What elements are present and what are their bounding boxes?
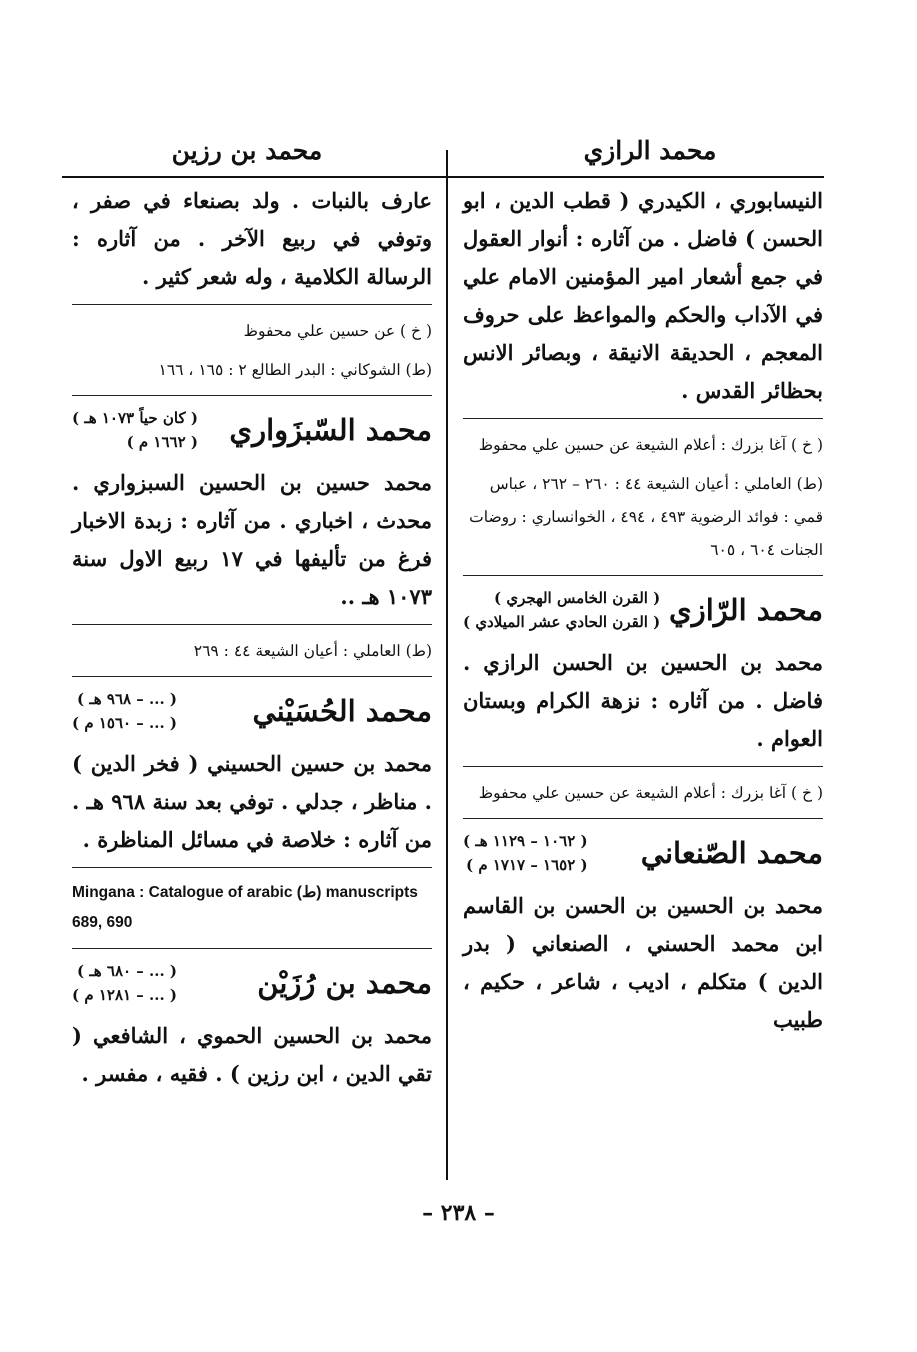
entry-date-gregorian: ( ١٦٥٢ – ١٧١٧ م ) — [466, 856, 588, 874]
reference-separator — [72, 304, 432, 305]
entry-separator — [463, 575, 823, 576]
entry-heading — [72, 959, 432, 1007]
entry-text: محمد حسين بن الحسين السبزواري . محدث ، اخباري . من آثاره : زبدة الاخبار فرغ من تأليفها في ١٧ ربيع الاول سنة ١٠٧٣ هـ .. — [72, 470, 432, 609]
entry-dates — [72, 406, 198, 454]
entry-dates — [463, 829, 588, 877]
entry-dates — [463, 586, 660, 634]
entry-date-hijri: ( ... – ٩٦٨ هـ ) — [77, 690, 178, 708]
entry-dates — [72, 959, 177, 1007]
left-column — [72, 182, 432, 1099]
running-header-right: محمد الرازي — [583, 136, 717, 165]
entry-name: محمد الرّازي — [669, 593, 823, 627]
reference-line: (ط) العاملي : أعيان الشيعة ٤٤ : ٢٦٠ – ٢٦٢ ، عباس قمي : فوائد الرضوية ٤٩٣ ، ٤٩٤ ، الخوانساري : روضات الجنات ٦٠٤ ، ٦٠٥ — [469, 475, 823, 559]
entry-date-hijri: ( ١٠٦٢ – ١١٢٩ هـ ) — [463, 832, 588, 850]
continued-entry-text: عارف بالنبات . ولد بصنعاء في صفر ، وتوفي في ربيع الآخر . من آثاره : الرسالة الكلامية ، وله شعر كثير . — [72, 188, 432, 289]
entry-date-hijri: ( ... – ٦٨٠ هـ ) — [77, 962, 178, 980]
entry-text: محمد بن الحسين بن الحسن الرازي . فاضل . من آثاره : نزهة الكرام وبستان العوام . — [463, 650, 823, 751]
entry-date-gregorian: ( ١٦٦٢ م ) — [126, 433, 198, 451]
entry-date-gregorian: ( القرن الحادي عشر الميلادي ) — [463, 613, 661, 631]
entry-date-gregorian: ( ... – ١٢٨١ م ) — [72, 986, 178, 1004]
entry-date-hijri: ( القرن الخامس الهجري ) — [494, 589, 661, 607]
reference-line: (ط) الشوكاني : البدر الطالع ٢ : ١٦٥ ، ١٦٦ — [158, 361, 432, 379]
entry-name: محمد السّبزَواري — [229, 413, 432, 447]
entry-separator — [463, 818, 823, 819]
entry-separator — [72, 676, 432, 677]
reference-separator — [72, 624, 432, 625]
entry-text: محمد بن حسين الحسيني ( فخر الدين ) . مناظر ، جدلي . توفي بعد سنة ٩٦٨ هـ . من آثاره : خلاصة في مسائل المناظرة . — [72, 751, 432, 852]
entry-separator — [72, 948, 432, 949]
entry-name: محمد بن رُزَيْن — [257, 966, 432, 1000]
entry-dates — [72, 687, 177, 735]
entry-name: محمد الصّنعاني — [640, 836, 823, 870]
entry-heading — [463, 586, 823, 634]
entry-date-hijri: ( كان حياً ١٠٧٣ هـ ) — [72, 409, 198, 427]
entry-name: محمد الحُسَيْني — [252, 694, 432, 728]
reference-separator — [72, 867, 432, 868]
page-number: – ٢٣٨ – — [422, 1200, 495, 1226]
reference-separator — [463, 766, 823, 767]
reference-line-latin: Mingana : Catalogue of arabic (ط) manuscripts 689, 690 — [72, 884, 418, 931]
entry-text: محمد بن الحسين الحموي ، الشافعي ( تقي الدين ، ابن رزين ) . فقيه ، مفسر . — [72, 1023, 432, 1086]
entry-heading — [463, 829, 823, 877]
reference-line: ( خ ) عن حسين علي محفوظ — [243, 322, 432, 340]
continued-entry-text: النيسابوري ، الكيدري ( قطب الدين ، ابو الحسن ) فاضل . من آثاره : أنوار العقول في جمع أشعار امير المؤمنين الامام علي في الآداب والحكم والمواعظ على حروف المعجم ، الحديقة الانيقة ، وبصائر الانس بحظائر القدس . — [463, 188, 823, 403]
entry-heading — [72, 687, 432, 735]
reference-line: ( خ ) آغا بزرك : أعلام الشيعة عن حسين علي محفوظ — [478, 436, 823, 454]
entry-text: محمد بن الحسين بن الحسن بن القاسم ابن محمد الحسني ، الصنعاني ( بدر الدين ) متكلم ، اديب ، شاعر ، حكيم ، طبيب — [463, 893, 823, 1032]
entry-heading — [72, 406, 432, 454]
reference-line: (ط) العاملي : أعيان الشيعة ٤٤ : ٢٦٩ — [193, 642, 432, 660]
right-column — [463, 182, 823, 1045]
running-header-left: محمد بن رزين — [171, 136, 323, 165]
reference-line: ( خ ) آغا بزرك : أعلام الشيعة عن حسين علي محفوظ — [478, 784, 823, 802]
column-divider — [446, 150, 448, 1180]
entry-date-gregorian: ( ... – ١٥٦٠ م ) — [72, 714, 178, 732]
reference-separator — [463, 418, 823, 419]
header-rule — [62, 176, 824, 178]
entry-separator — [72, 395, 432, 396]
